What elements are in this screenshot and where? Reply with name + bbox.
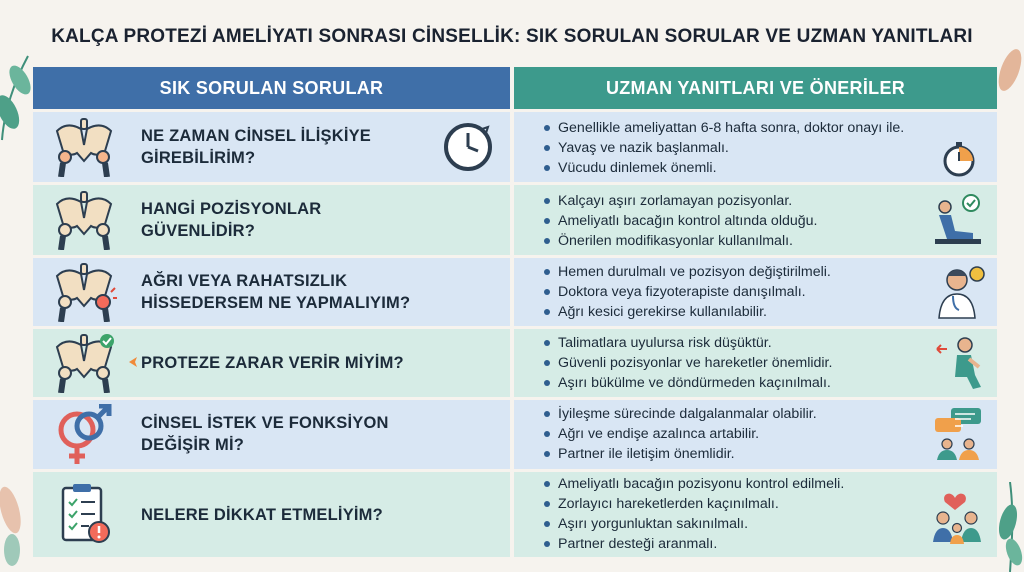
decorative-leaf-bottom-left	[0, 470, 30, 570]
answer-item: Aşırı yorgunluktan sakınılmalı.	[544, 514, 939, 534]
chat-people-icon	[933, 406, 985, 462]
answer-item: Genellikle ameliyattan 6-8 hafta sonra, doktor onayı ile.	[544, 118, 939, 138]
question-text: AĞRI VEYA RAHATSIZLIK HİSSEDERSEM NE YAPMALIYIM?	[141, 272, 411, 312]
answer-list	[544, 333, 939, 393]
answer-cell	[514, 185, 997, 255]
answer-cell	[514, 329, 997, 397]
faq-table	[33, 67, 997, 557]
answer-item: Hemen durulmalı ve pozisyon değiştirilmeli.	[544, 262, 939, 282]
checklist-icon	[51, 484, 117, 544]
faq-row	[33, 112, 997, 182]
answer-list	[544, 262, 939, 322]
stopwatch-icon	[941, 142, 977, 178]
pelvis-icon	[51, 117, 117, 177]
answer-item: Doktora veya fizyoterapiste danışılmalı.	[544, 282, 939, 302]
question-text: PROTEZE ZARAR VERİR MİYİM?	[141, 354, 404, 372]
faq-row	[33, 472, 997, 557]
answer-item: Aşırı bükülme ve döndürmeden kaçınılmalı.	[544, 373, 939, 393]
answer-item: Partner desteği aranmalı.	[544, 534, 939, 554]
page-title: KALÇA PROTEZİ AMELİYATI SONRASI CİNSELLİK: SIK SORULAN SORULAR VE UZMAN YANITLARI	[51, 26, 973, 47]
answer-item: Önerilen modifikasyonlar kullanılmalı.	[544, 231, 939, 251]
questions-header: SIK SORULAN SORULAR	[33, 67, 510, 109]
faq-row	[33, 400, 997, 469]
answer-list	[544, 191, 939, 251]
answer-cell	[514, 112, 997, 182]
answer-list	[544, 404, 939, 464]
answer-item: Ameliyatlı bacağın kontrol altında olduğu.	[544, 211, 939, 231]
question-cell	[33, 329, 510, 397]
decorative-leaf-top-left	[0, 52, 34, 142]
answer-cell	[514, 400, 997, 469]
question-cell	[33, 400, 510, 469]
answer-item: Zorlayıcı hareketlerden kaçınılmalı.	[544, 494, 939, 514]
sitting-person-icon	[935, 335, 985, 391]
question-text: CİNSEL İSTEK VE FONKSİYON DEĞİŞİR Mİ?	[141, 414, 389, 454]
answer-item: Kalçayı aşırı zorlamayan pozisyonlar.	[544, 191, 939, 211]
answer-list	[544, 474, 939, 554]
question-cell	[33, 185, 510, 255]
question-cell	[33, 112, 510, 182]
pelvis-check-icon	[51, 333, 117, 393]
answer-item: Ağrı kesici gerekirse kullanılabilir.	[544, 302, 939, 322]
answers-header: UZMAN YANITLARI VE ÖNERİLER	[514, 67, 997, 109]
exercise-person-icon	[933, 193, 985, 247]
answer-item: Ağrı ve endişe azalınca artabilir.	[544, 424, 939, 444]
faq-row	[33, 329, 997, 397]
faq-row	[33, 185, 997, 255]
doctor-icon	[935, 264, 985, 320]
question-cell	[33, 258, 510, 326]
pelvis-icon	[51, 190, 117, 250]
answer-list	[544, 118, 939, 178]
answer-item: İyileşme sürecinde dalgalanmalar olabilir.	[544, 404, 939, 424]
family-heart-icon	[931, 488, 987, 544]
faq-row	[33, 258, 997, 326]
answer-item: Talimatlara uyulursa risk düşüktür.	[544, 333, 939, 353]
clock-icon	[442, 121, 494, 173]
question-text: HANGİ POZİSYONLAR GÜVENLİDİR?	[141, 200, 322, 240]
question-cell	[33, 472, 510, 557]
answer-item: Güvenli pozisyonlar ve hareketler önemlidir.	[544, 353, 939, 373]
question-text: NE ZAMAN CİNSEL İLİŞKİYE GİREBİLİRİM?	[141, 127, 372, 167]
orange-arrow-icon	[129, 357, 137, 367]
decorative-leaf-bottom-right	[996, 482, 1024, 572]
question-text: NELERE DİKKAT ETMELİYİM?	[141, 505, 383, 524]
answer-cell	[514, 472, 997, 557]
answer-item: Ameliyatlı bacağın pozisyonu kontrol edilmeli.	[544, 474, 939, 494]
answer-cell	[514, 258, 997, 326]
answer-item: Yavaş ve nazik başlanmalı.	[544, 138, 939, 158]
answer-item: Partner ile iletişim önemlidir.	[544, 444, 939, 464]
gender-symbols-icon	[51, 404, 117, 464]
answer-item: Vücudu dinlemek önemli.	[544, 158, 939, 178]
pelvis-pain-icon	[51, 262, 117, 322]
